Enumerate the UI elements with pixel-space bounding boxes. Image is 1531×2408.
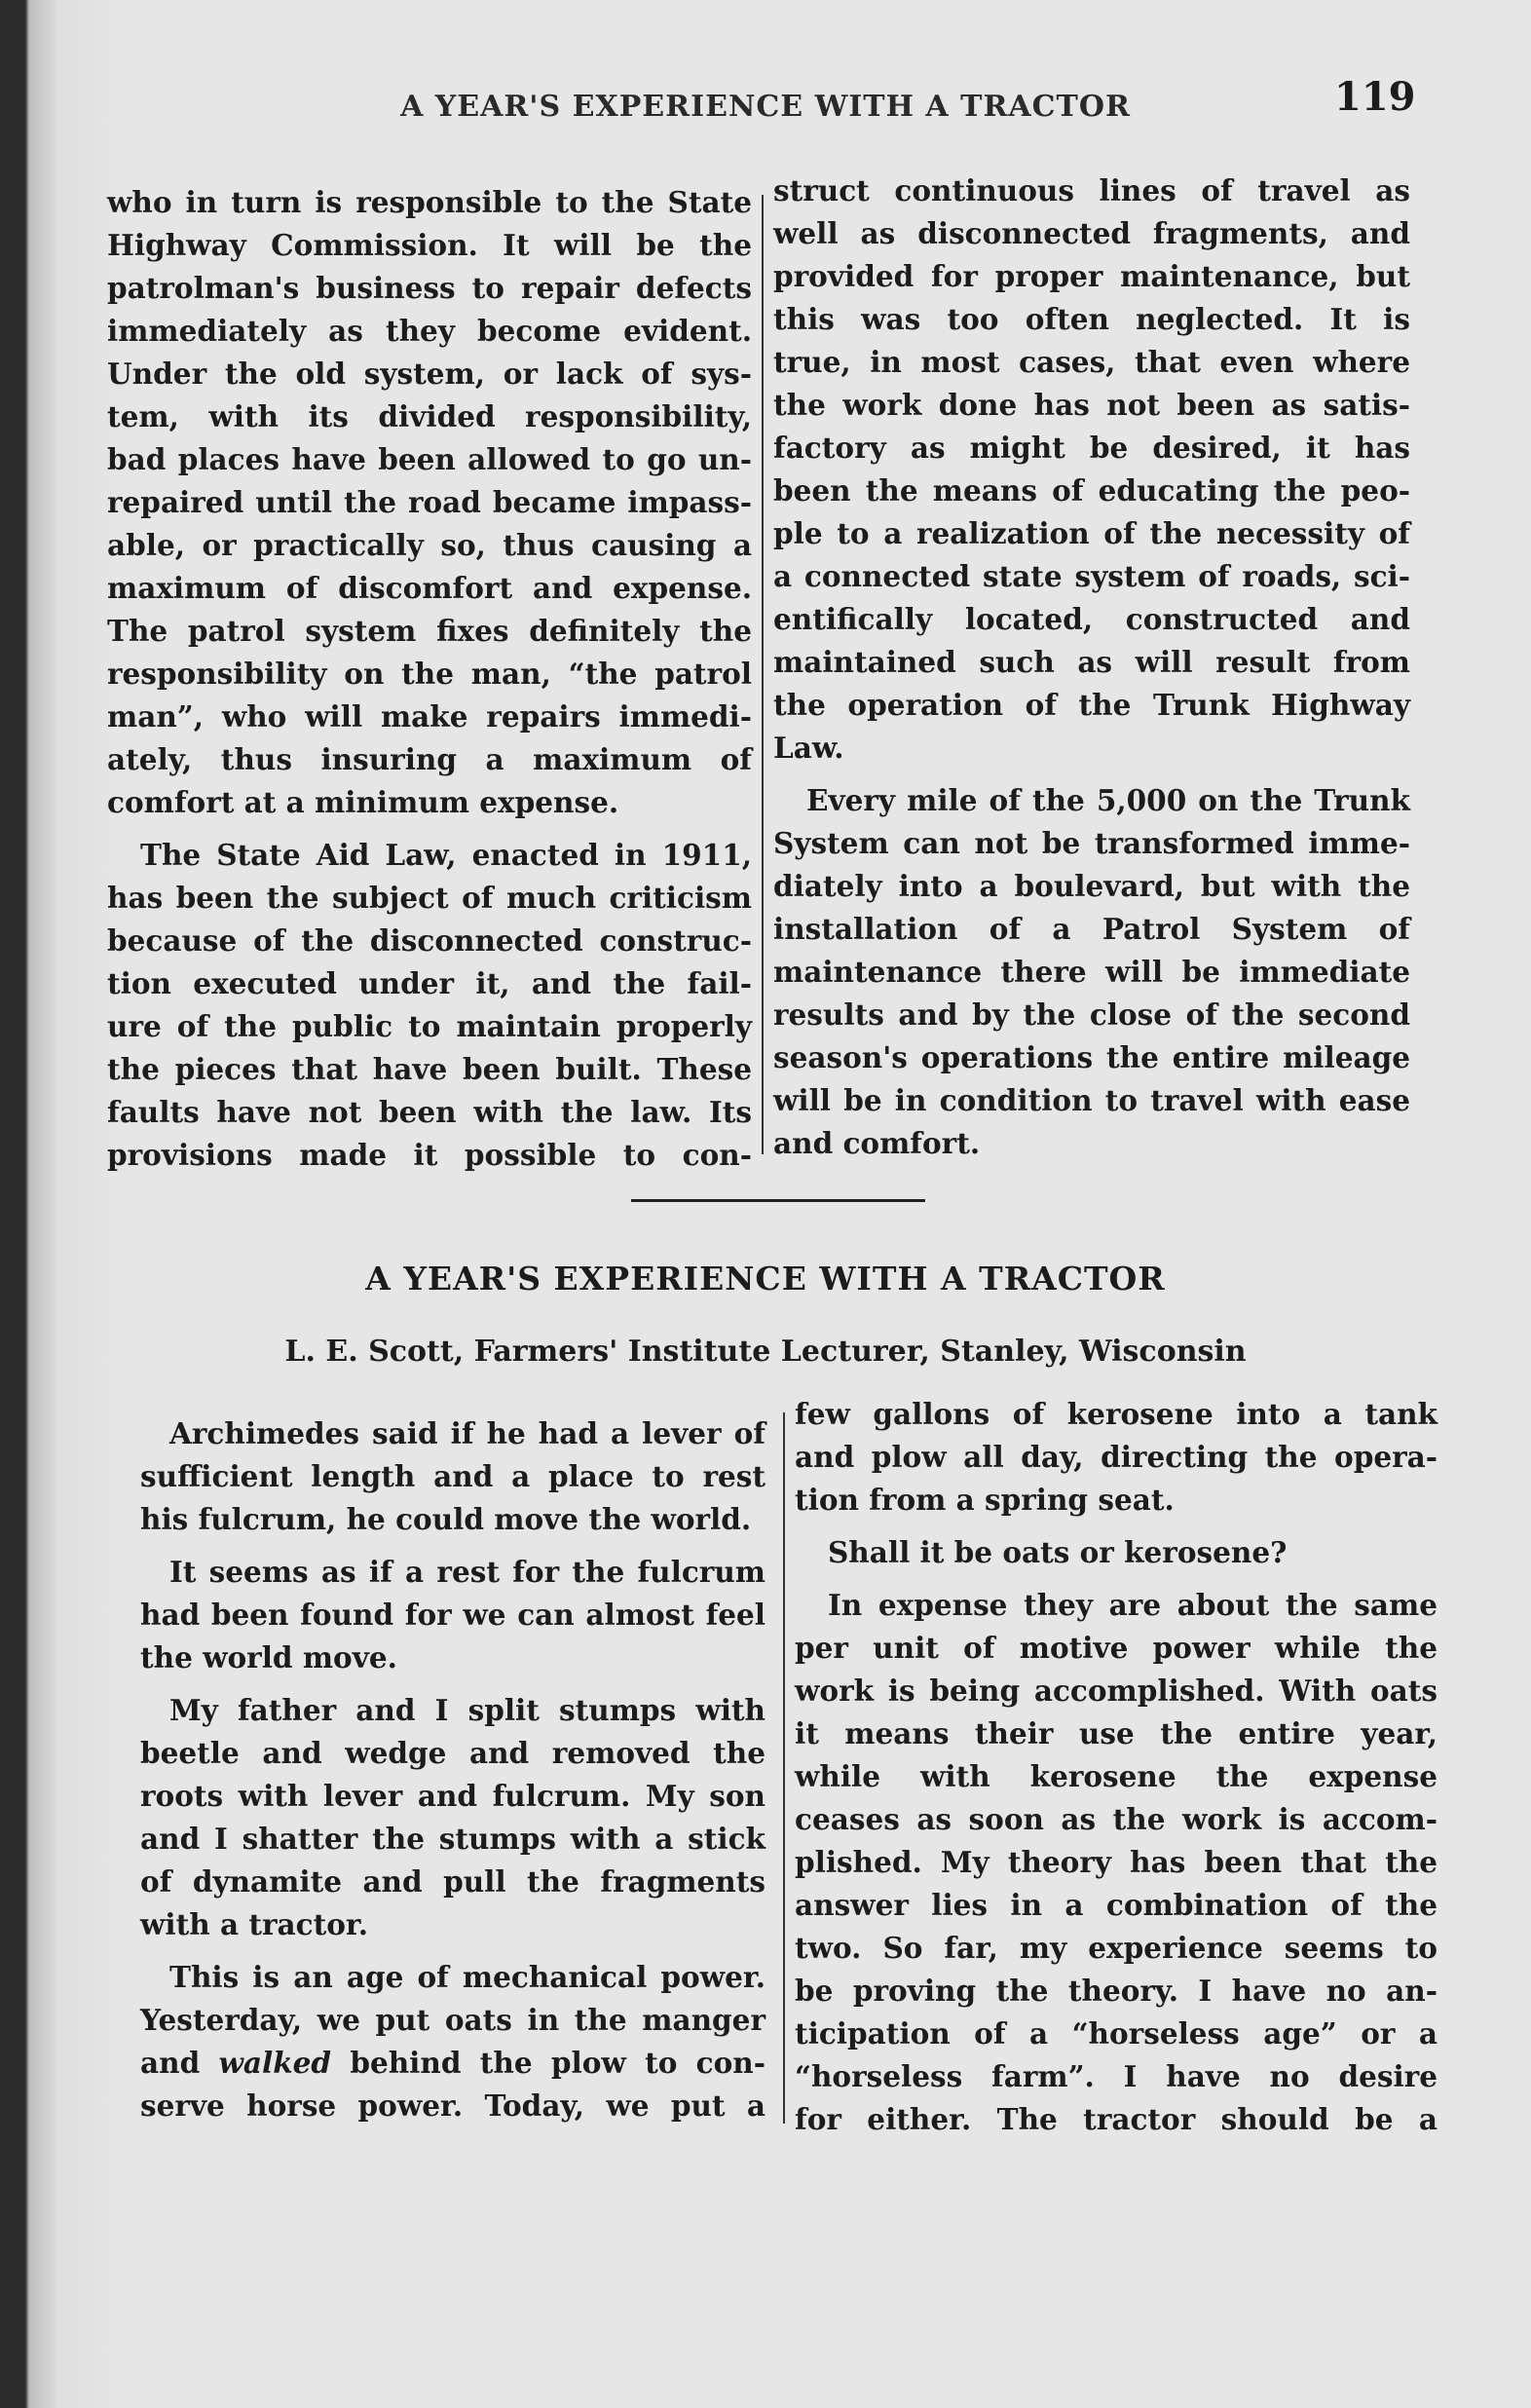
- text-line: with a tractor.: [140, 1907, 368, 1941]
- text-line: tem, with its divided responsibility,: [107, 399, 752, 433]
- paragraph: [140, 1551, 766, 1679]
- text-line: Law.: [773, 731, 844, 765]
- text-line: who in turn is responsible to the State: [107, 185, 752, 219]
- bottom-right-column: [795, 1393, 1438, 2151]
- text-line: patrolman's business to repair defects: [107, 271, 752, 305]
- text-line: Shall it be oats or kerosene?: [828, 1535, 1288, 1569]
- paragraph: [107, 181, 752, 824]
- byline: L. E. Scott, Farmers' Institute Lecturer, Stanley, Wisconsin: [284, 1335, 1247, 1369]
- running-head: A YEAR'S EXPERIENCE WITH A TRACTOR: [400, 90, 1131, 124]
- text-line: maintained such as will result from: [773, 645, 1410, 679]
- text-line: for either. The tractor should be a: [795, 2102, 1438, 2136]
- column-divider: [783, 1412, 785, 2124]
- text-line: installation of a Patrol System of: [773, 912, 1410, 946]
- text-line: and comfort.: [773, 1126, 981, 1160]
- bottom-left-column: [140, 1412, 766, 2137]
- paragraph: [795, 1584, 1438, 2141]
- text-line: well as disconnected fragments, and: [773, 216, 1410, 250]
- text-line: season's operations the entire mileage: [773, 1040, 1410, 1074]
- text-line: ple to a realization of the necessity of: [773, 516, 1410, 550]
- text-line: repaired until the road became impass-: [107, 485, 752, 519]
- text-line: ticipation of a “horseless age” or a: [795, 2016, 1438, 2051]
- text-line: Under the old system, or lack of sys-: [107, 357, 752, 391]
- text-line: maximum of discomfort and expense.: [107, 571, 752, 605]
- text-line: struct continuous lines of travel as: [773, 173, 1410, 207]
- text-line: maintenance there will be immediate: [773, 955, 1410, 989]
- top-left-column: [107, 181, 752, 1186]
- text-line: able, or practically so, thus causing a: [107, 528, 752, 562]
- text-line: this was too often neglected. It is: [773, 302, 1410, 336]
- text-line: ure of the public to maintain properly: [107, 1009, 752, 1043]
- text-line: it means their use the entire year,: [795, 1716, 1438, 1750]
- text-line: the world move.: [140, 1640, 397, 1674]
- text-line: provided for proper maintenance, but: [773, 259, 1410, 293]
- text-line: ately, thus insuring a maximum of: [107, 742, 752, 776]
- text-line: Yesterday, we put oats in the manger: [140, 2003, 766, 2037]
- emphasis-text: walked: [218, 2046, 332, 2080]
- text-line: his fulcrum, he could move the world.: [140, 1502, 752, 1536]
- text-line: factory as might be desired, it has: [773, 431, 1410, 465]
- paragraph: [107, 834, 752, 1177]
- paragraph: [795, 1531, 1438, 1574]
- text-line: per unit of motive power while the: [795, 1631, 1438, 1665]
- text-line: Every mile of the 5,000 on the Trunk: [806, 783, 1410, 817]
- text-line: two. So far, my experience seems to: [795, 1931, 1438, 1965]
- text-line: results and by the close of the second: [773, 997, 1410, 1032]
- text-line: has been the subject of much criticism: [107, 881, 752, 915]
- text-line: provisions made it possible to con-: [107, 1138, 752, 1172]
- text-line: and I shatter the stumps with a stick: [140, 1822, 766, 1856]
- text-line: My father and I split stumps with: [169, 1693, 766, 1727]
- top-right-column: [773, 169, 1410, 1175]
- text-line: serve horse power. Today, we put a: [140, 2088, 766, 2123]
- text-line: In expense they are about the same: [828, 1588, 1438, 1622]
- text-line: be proving the theory. I have no an-: [795, 1974, 1438, 2008]
- text-line: beetle and wedge and removed the: [140, 1736, 766, 1770]
- text-line: bad places have been allowed to go un-: [107, 442, 752, 476]
- paragraph: [140, 1689, 766, 1946]
- text-line: work is being accomplished. With oats: [795, 1674, 1438, 1708]
- text-line: diately into a boulevard, but with the: [773, 869, 1410, 903]
- text-line: because of the disconnected construc-: [107, 923, 752, 958]
- text-line: true, in most cases, that even where: [773, 345, 1410, 379]
- text-line: few gallons of kerosene into a tank: [795, 1397, 1438, 1431]
- text-line: comfort at a minimum expense.: [107, 785, 619, 819]
- text-line: The patrol system fixes definitely the: [107, 614, 752, 648]
- text-run: and: [140, 2046, 219, 2080]
- section-divider: [631, 1199, 925, 1202]
- text-line: System can not be transformed imme-: [773, 826, 1410, 860]
- text-line: the operation of the Trunk Highway: [773, 688, 1410, 722]
- paragraph: [140, 1956, 766, 2127]
- text-line: will be in condition to travel with ease: [773, 1083, 1410, 1117]
- text-line: man”, who will make repairs immedi-: [107, 699, 752, 734]
- text-line: of dynamite and pull the fragments: [140, 1864, 766, 1899]
- text-line: [140, 2042, 766, 2085]
- text-line: immediately as they become evident.: [107, 314, 752, 348]
- paragraph: [795, 1393, 1438, 1522]
- text-line: This is an age of mechanical power.: [169, 1960, 766, 1994]
- text-line: the pieces that have been built. These: [107, 1052, 752, 1086]
- text-line: entifically located, constructed and: [773, 602, 1410, 636]
- text-line: been the means of educating the peo-: [773, 473, 1410, 508]
- text-line: Highway Commission. It will be the: [107, 228, 752, 262]
- column-divider: [762, 195, 764, 1154]
- text-line: It seems as if a rest for the fulcrum: [169, 1555, 766, 1589]
- text-line: roots with lever and fulcrum. My son: [140, 1779, 766, 1813]
- article-title: A YEAR'S EXPERIENCE WITH A TRACTOR: [365, 1260, 1166, 1298]
- text-line: faults have not been with the law. Its: [107, 1095, 752, 1129]
- text-line: Archimedes said if he had a lever of: [169, 1416, 766, 1450]
- text-line: a connected state system of roads, sci-: [773, 559, 1410, 593]
- paragraph: [773, 779, 1410, 1165]
- text-line: plished. My theory has been that the: [795, 1845, 1438, 1879]
- text-line: tion executed under it, and the fail-: [107, 966, 752, 1000]
- text-line: “horseless farm”. I have no desire: [795, 2059, 1438, 2093]
- paragraph: [140, 1412, 766, 1541]
- text-line: sufficient length and a place to rest: [140, 1459, 766, 1493]
- text-line: the work done has not been as satis-: [773, 388, 1410, 422]
- text-line: while with kerosene the expense: [795, 1759, 1438, 1793]
- page-number: 119: [1334, 74, 1416, 120]
- text-line: The State Aid Law, enacted in 1911,: [140, 838, 752, 872]
- text-line: responsibility on the man, “the patrol: [107, 657, 752, 691]
- text-line: tion from a spring seat.: [795, 1483, 1175, 1517]
- text-line: had been found for we can almost feel: [140, 1598, 766, 1632]
- text-line: and plow all day, directing the opera-: [795, 1440, 1438, 1474]
- text-run: behind the plow to con-: [331, 2046, 766, 2080]
- text-line: answer lies in a combination of the: [795, 1888, 1438, 1922]
- text-line: ceases as soon as the work is accom-: [795, 1802, 1438, 1836]
- paragraph: [773, 169, 1410, 770]
